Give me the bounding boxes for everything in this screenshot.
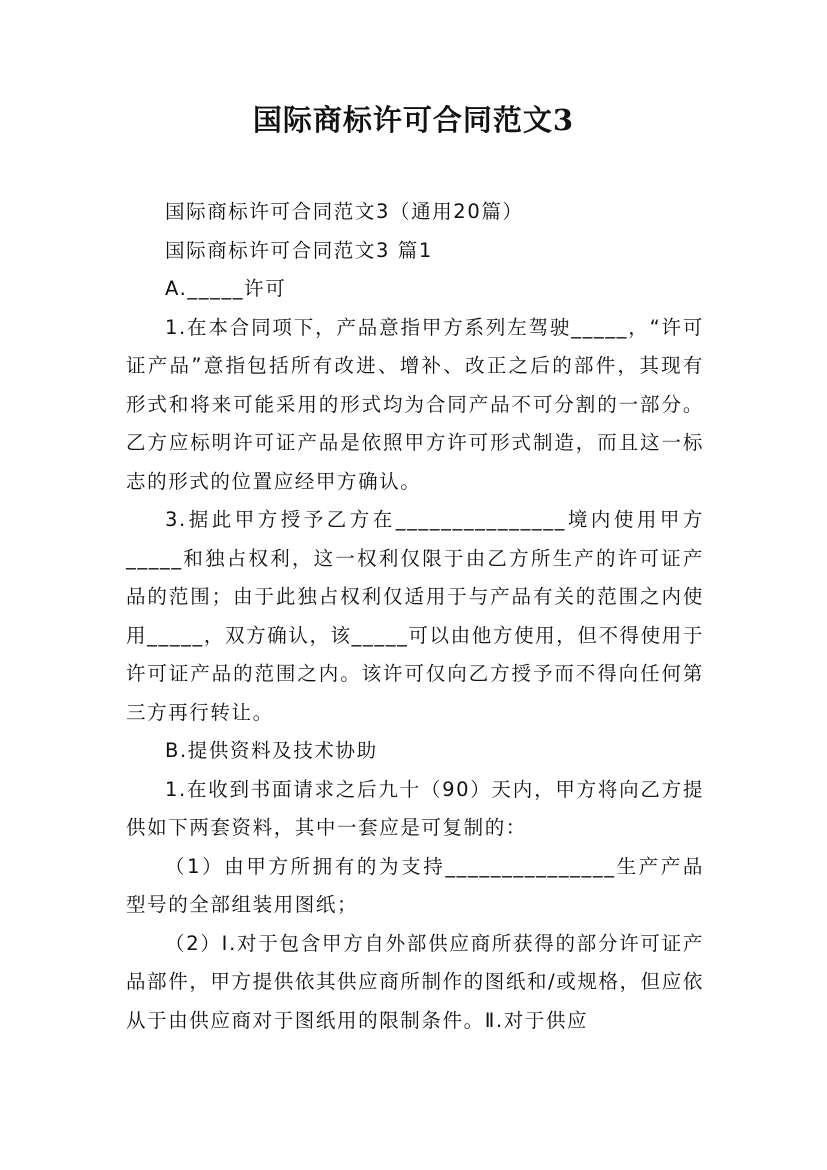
paragraph-clause-b: B.提供资料及技术协助 xyxy=(165,739,378,762)
paragraph-item-2: （2）Ⅰ.对于包含甲方自外部供应商所获得的部分许可证产品部件，甲方提供依其供应商所制作的图纸和/或规格，但应依从于由供应商对于图纸用的限制条件。Ⅱ.对于供应 xyxy=(126,931,704,1032)
paragraph-clause-a1: 1.在本合同项下，产品意指甲方系列左驾驶_____，“许可证产品”意指包括所有改进、增补、改正之后的部件，其现有形式和将来可能采用的形式均为合同产品不可分割的一部分。乙方应标明许可证产品是依照甲方许可形式制造，而且这一标志的形式的位置应经甲方确认。 xyxy=(126,315,704,493)
paragraph-clause-b1: 1.在收到书面请求之后九十（90）天内，甲方将向乙方提供如下两套资料，其中一套应是可复制的： xyxy=(126,777,704,839)
paragraph-clause-a3: 3.据此甲方授予乙方在_______________境内使用甲方_____和独占权利，这一权利仅限于由乙方所生产的许可证产品的范围；由于此独占权利仅适用于与产品有关的范围之内使用_____，双方确认，该_____可以由他方使用，但不得使用于许可证产品的范围之内。该许可仅向乙方授予而不得向任何第三方再行转让。 xyxy=(126,508,704,724)
paragraph-clause-a: A._____许可 xyxy=(165,277,287,300)
document-title: 国际商标许可合同范文3 xyxy=(252,103,575,137)
paragraph-item-1: （1）由甲方所拥有的为支持_______________生产产品型号的全部组装用图纸； xyxy=(126,854,704,916)
paragraph-subtitle: 国际商标许可合同范文3（通用20篇） xyxy=(165,200,524,223)
document-body xyxy=(126,193,704,1040)
paragraph-section-heading: 国际商标许可合同范文3 篇1 xyxy=(165,238,433,262)
